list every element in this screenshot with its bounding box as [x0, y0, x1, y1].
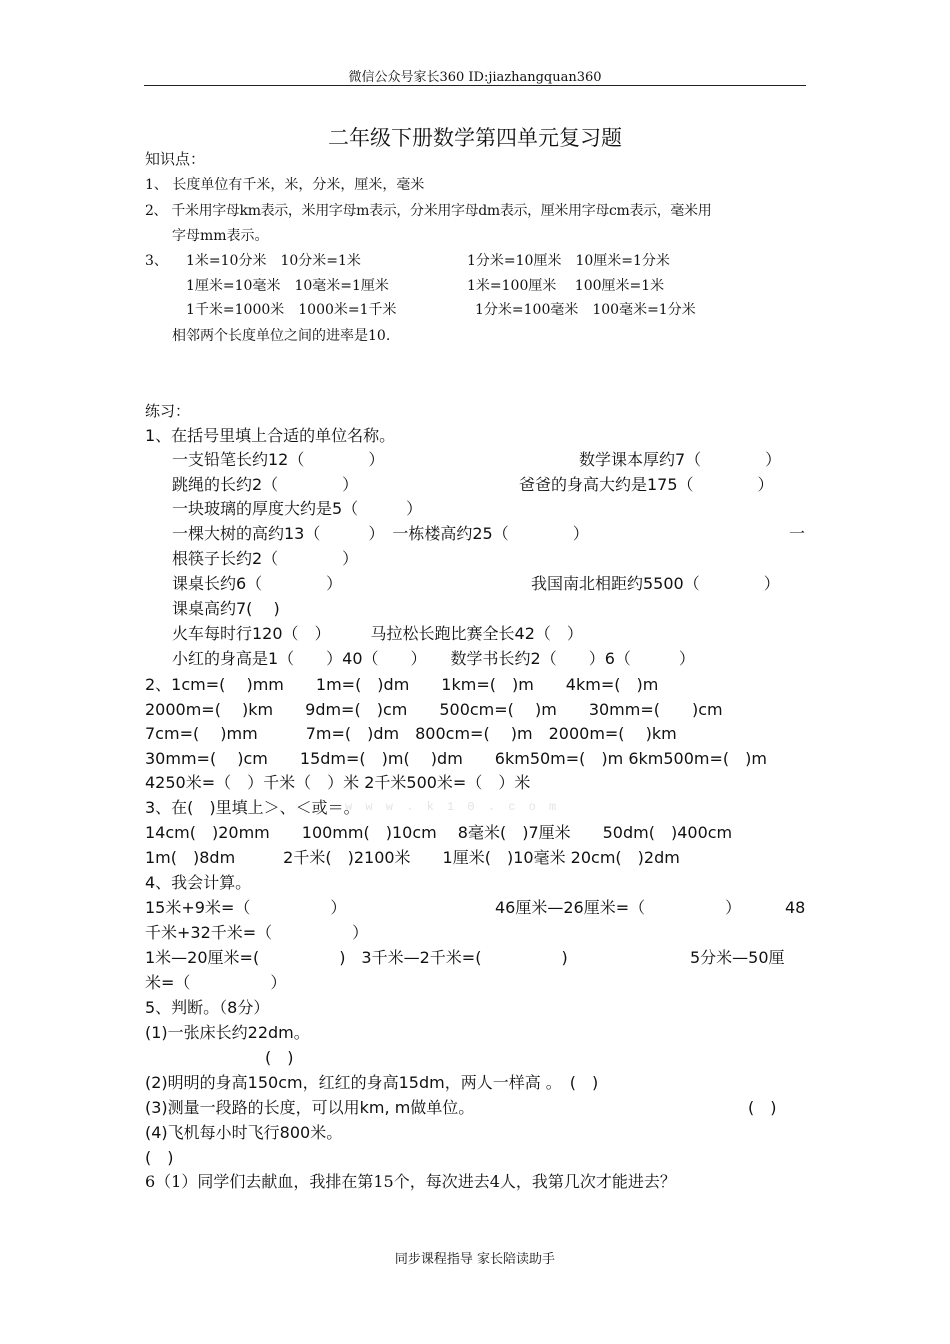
- q1-title: 1、在括号里填上合适的单位名称。: [145, 426, 396, 445]
- q5-item-4-answer: ( ): [145, 1148, 174, 1167]
- q4-calc-6: 米=（ ）: [145, 973, 287, 992]
- q2-line-3: 7cm=( )mm 7m=( )dm 800cm=( )m 2000m=( )km: [145, 724, 677, 743]
- q3-line-1: 14cm( )20mm 100mm( )10cm 8毫米( )7厘米 50dm( )400cm: [145, 823, 733, 842]
- q5-item-1-answer: ( ): [265, 1048, 294, 1067]
- q5-item-1: (1)一张床长约22dm。: [145, 1023, 310, 1042]
- conversion-rate-note: 相邻两个长度单位之间的进率是10.: [172, 328, 391, 344]
- q1-item-tree-building: 一棵大树的高约13（ ） 一栋楼高约25（ ）: [172, 524, 589, 543]
- q1-item-desk-height: 课桌高约7( ): [172, 599, 280, 618]
- knowledge-point-2-cont: 字母mm表示。: [172, 228, 269, 244]
- q1-item-dad-height: 爸爸的身高大约是175（ ）: [519, 475, 774, 494]
- page-header: 微信公众号家长360 ID:jiazhangquan360: [348, 70, 602, 85]
- q4-calc-4-5: 1米—20厘米=( ) 3千米—2千米=( ): [145, 948, 568, 967]
- faint-watermark: w w w . k 1 0 . c o m: [345, 800, 560, 814]
- conversion-row-2a: 1厘米=10毫米 10毫米=1厘米: [186, 278, 389, 294]
- q1-item-desk-length: 课桌长约6（ ）: [172, 574, 343, 593]
- q5-item-3: (3)测量一段路的长度，可以用km, m做单位。: [145, 1098, 475, 1117]
- q4-calc-3: 千米+32千米=（ ）: [145, 923, 369, 942]
- q5-title: 5、判断。（8分）: [145, 998, 270, 1017]
- q4-title: 4、我会计算。: [145, 873, 252, 892]
- q1-item-country-span: 我国南北相距约5500（ ）: [531, 574, 780, 593]
- knowledge-heading: 知识点：: [145, 150, 206, 168]
- q4-calc-3-start: 48: [785, 898, 806, 917]
- practice-heading: 练习：: [145, 402, 191, 420]
- q2-line-4: 30mm=( )cm 15dm=( )m( )dm 6km50m=( )m 6km500m=( )m: [145, 749, 767, 768]
- q4-calc-6-start: 5分米—50厘: [690, 948, 785, 967]
- q1-item-train-marathon: 火车每时行120（ ） 马拉松长跑比赛全长42（ ）: [172, 624, 583, 643]
- page-footer: 同步课程指导 家长陪读助手: [394, 1252, 556, 1267]
- conversion-row-1a: 1米=10分米 10分米=1米: [186, 253, 361, 269]
- q5-item-3-answer: ( ): [748, 1098, 777, 1117]
- knowledge-point-3-number: 3、: [145, 253, 168, 269]
- q1-item-glass: 一块玻璃的厚度大约是5（ ）: [172, 499, 423, 518]
- q1-item-xiaohong-book: 小红的身高是1（ ）40（ ） 数学书长约2（ ）6（ ）: [172, 649, 695, 668]
- q4-calc-2: 46厘米—26厘米=（ ）: [495, 898, 742, 917]
- q4-calc-1: 15米+9米=（ ）: [145, 898, 347, 917]
- q1-item-rope: 跳绳的长约2（ ）: [172, 475, 359, 494]
- q1-item-chopsticks-start: 一: [789, 524, 806, 543]
- q2-line-2: 2000m=( )km 9dm=( )cm 500cm=( )m 30mm=( )cm: [145, 700, 723, 719]
- q6-question: 6（1）同学们去献血，我排在第15个，每次进去4人，我第几次才能进去？: [145, 1172, 676, 1191]
- q3-title: 3、在( )里填上＞、＜或＝。: [145, 798, 360, 817]
- page-title: 二年级下册数学第四单元复习题: [328, 126, 622, 150]
- q5-item-4: (4)飞机每小时飞行800米。: [145, 1123, 343, 1142]
- conversion-row-3b: 1分米=100毫米 100毫米=1分米: [475, 302, 696, 318]
- knowledge-point-1: 1、 长度单位有千米，米，分米，厘米，毫米: [145, 177, 425, 193]
- q1-item-textbook: 数学课本厚约7（ ）: [579, 450, 782, 469]
- conversion-row-1b: 1分米=10厘米 10厘米=1分米: [467, 253, 670, 269]
- conversion-row-2b: 1米=100厘米 100厘米=1米: [467, 278, 665, 294]
- header-rule: [144, 85, 806, 86]
- conversion-row-3a: 1千米=1000米 1000米=1千米: [186, 302, 397, 318]
- q3-line-2: 1m( )8dm 2千米( )2100米 1厘米( )10毫米 20cm( )2dm: [145, 848, 680, 867]
- q1-item-pencil: 一支铅笔长约12（ ）: [172, 450, 385, 469]
- q1-item-chopsticks: 根筷子长约2（ ）: [172, 549, 359, 568]
- q2-line-1: 2、1cm=( )mm 1m=( )dm 1km=( )m 4km=( )m: [145, 675, 659, 694]
- q2-line-5: 4250米=（ ）千米（ ）米 2千米500米=（ ）米: [145, 773, 531, 792]
- q5-item-2: (2)明明的身高150cm，红红的身高15dm，两人一样高 。 ( ): [145, 1073, 599, 1092]
- knowledge-point-2: 2、 千米用字母km表示，米用字母m表示，分米用字母dm表示，厘米用字母cm表示，毫米用: [145, 203, 712, 219]
